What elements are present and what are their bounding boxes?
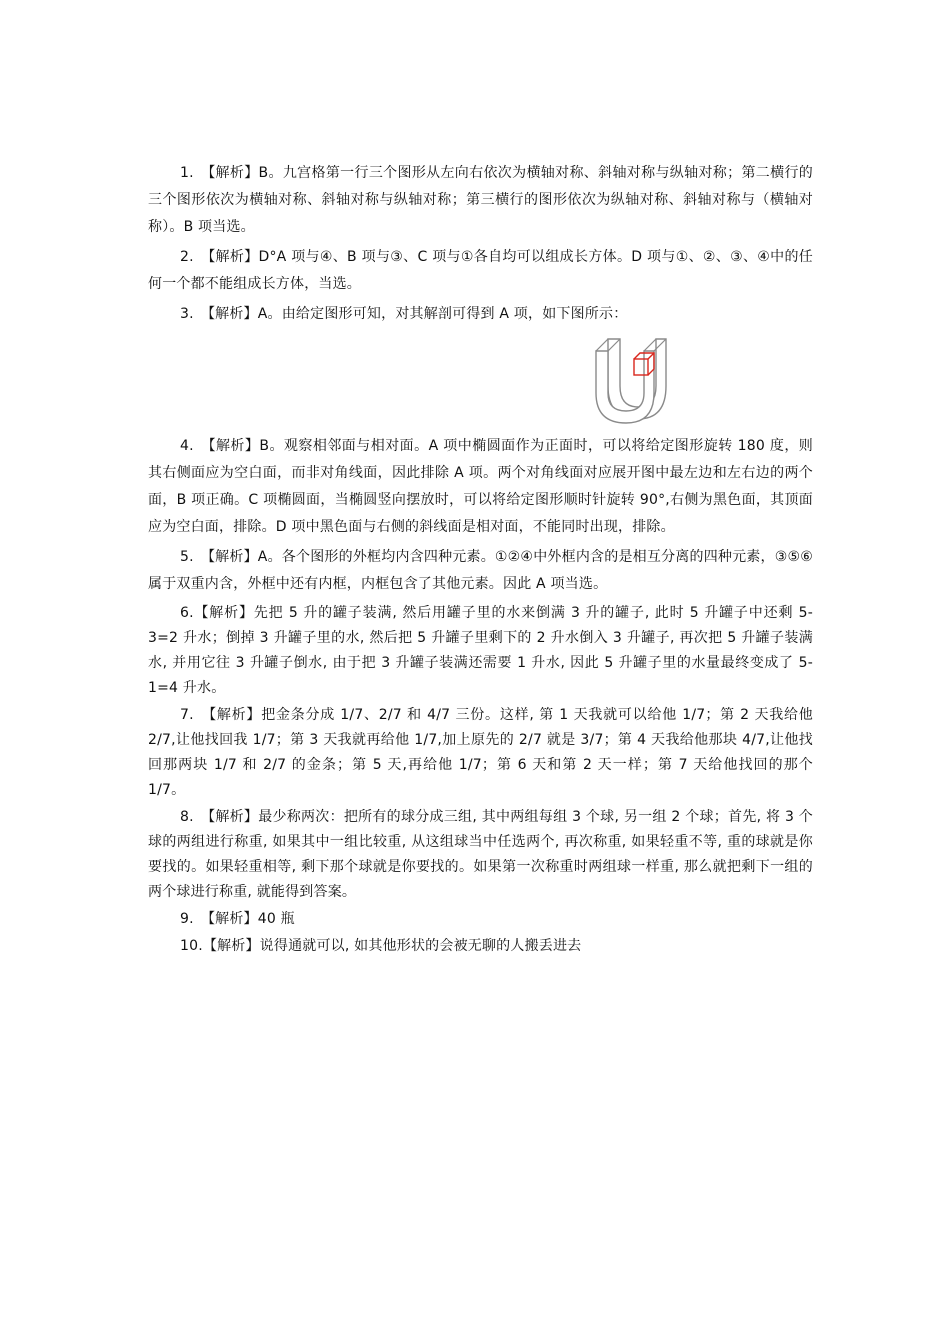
answer-10: 10.【解析】说得通就可以, 如其他形状的会被无聊的人搬丢进去 bbox=[180, 938, 582, 954]
answer-6: 6.【解析】先把 5 升的罐子装满, 然后用罐子里的水来倒满 3 升的罐子, 此时 5 升罐子中还剩 5-3=2 升水；倒掉 3 升罐子里的水, 然后把 5 升罐子里剩下的 2 升水倒入 3 升罐子, 再次把 5 升罐子装满水, 并用它往 3 升罐子倒水, 由于把 3 升罐子装满还需要 1 升水, 因此 5 升罐子里的水量最终变成了 5-1=4 升水。 bbox=[148, 605, 813, 696]
answer-5: 5. 【解析】A。各个图形的外框均内含四种元素。①②④中外框内含的是相互分离的四种元素，③⑤⑥属于双重内含，外框中还有内框，内框包含了其他元素。因此 A 项当选。 bbox=[148, 549, 813, 592]
figure-container bbox=[148, 331, 813, 431]
answer-4: 4. 【解析】B。观察相邻面与相对面。A 项中椭圆面作为正面时，可以将给定图形旋转 180 度，则其右侧面应为空白面，而非对角线面，因此排除 A 项。两个对角线面对应展开图中最左边和左右边的两个面，B 项正确。C 项椭圆面，当椭圆竖向摆放时，可以将给定图形顺时针旋转 90°,右侧为黑色面，其顶面应为空白面，排除。D 项中黑色面与右侧的斜线面是相对面，不能同时出现，排除。 bbox=[148, 438, 813, 535]
answer-8: 8. 【解析】最少称两次：把所有的球分成三组, 其中两组每组 3 个球, 另一组 2 个球；首先, 将 3 个球的两组进行称重, 如果其中一组比较重, 从这组球当中任选两个, 再次称重, 如果轻重不等, 重的球就是你要找的。如果轻重相等, 剩下那个球就是你要找的。如果第一次称重时两组球一样重, 那么就把剩下一组的两个球进行称重, 就能得到答案。 bbox=[148, 809, 813, 900]
answer-7: 7. 【解析】把金条分成 1/7、2/7 和 4/7 三份。这样, 第 1 天我就可以给他 1/7；第 2 天我给他 2/7,让他找回我 1/7；第 3 天我就再给他 1/7,加上原先的 2/7 就是 3/7；第 4 天我给他那块 4/7,让他找回那两块 1/7 和 2/7 的金条；第 5 天,再给他 1/7；第 6 天和第 2 天一样；第 7 天给他找回的那个 1/7。 bbox=[148, 707, 813, 798]
answer-3: 3. 【解析】A。由给定图形可知，对其解剖可得到 A 项，如下图所示： bbox=[180, 306, 628, 322]
answer-9: 9. 【解析】40 瓶 bbox=[180, 911, 295, 927]
u-shaped-solid-icon bbox=[588, 331, 678, 426]
answer-list bbox=[148, 160, 813, 961]
answer-2: 2. 【解析】D°A 项与④、B 项与③、C 项与①各自均可以组成长方体。D 项与①、②、③、④中的任何一个都不能组成长方体，当选。 bbox=[148, 249, 813, 292]
answer-1: 1. 【解析】B。九宫格第一行三个图形从左向右依次为横轴对称、斜轴对称与纵轴对称；第二横行的三个图形依次为横轴对称、斜轴对称与纵轴对称；第三横行的图形依次为纵轴对称、斜轴对称与（横轴对称）。B 项当选。 bbox=[148, 165, 813, 235]
